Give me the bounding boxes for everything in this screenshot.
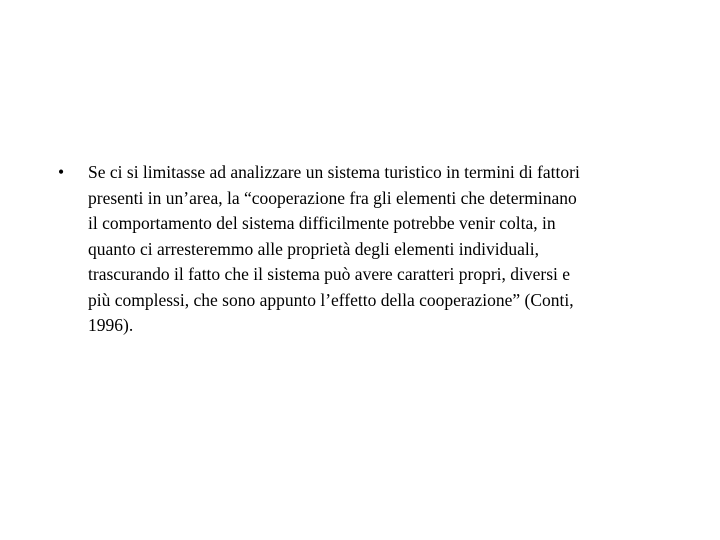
bullet-text-line: 1996). xyxy=(88,315,134,335)
bullet-text-line: Se ci si limitasse ad analizzare un sistema turistico in termini di fattori xyxy=(88,162,580,182)
bullet-text-line: presenti in un’area, la “cooperazione fra gli elementi che determinano xyxy=(88,187,577,208)
bullet-text-line: più complessi, che sono appunto l’effetto della cooperazione” (Conti, xyxy=(88,289,574,310)
bullet-text-line: trascurando il fatto che il sistema può avere caratteri propri, diversi e xyxy=(88,264,571,284)
bullet-item xyxy=(58,160,678,339)
bullet-list xyxy=(58,160,678,339)
bullet-marker: • xyxy=(58,162,65,182)
bullet-text-line: quanto ci arresteremmo alle proprietà degli elementi individuali, xyxy=(88,238,539,259)
bullet-text-line: il comportamento del sistema difficilmente potrebbe venir colta, in xyxy=(88,213,556,233)
